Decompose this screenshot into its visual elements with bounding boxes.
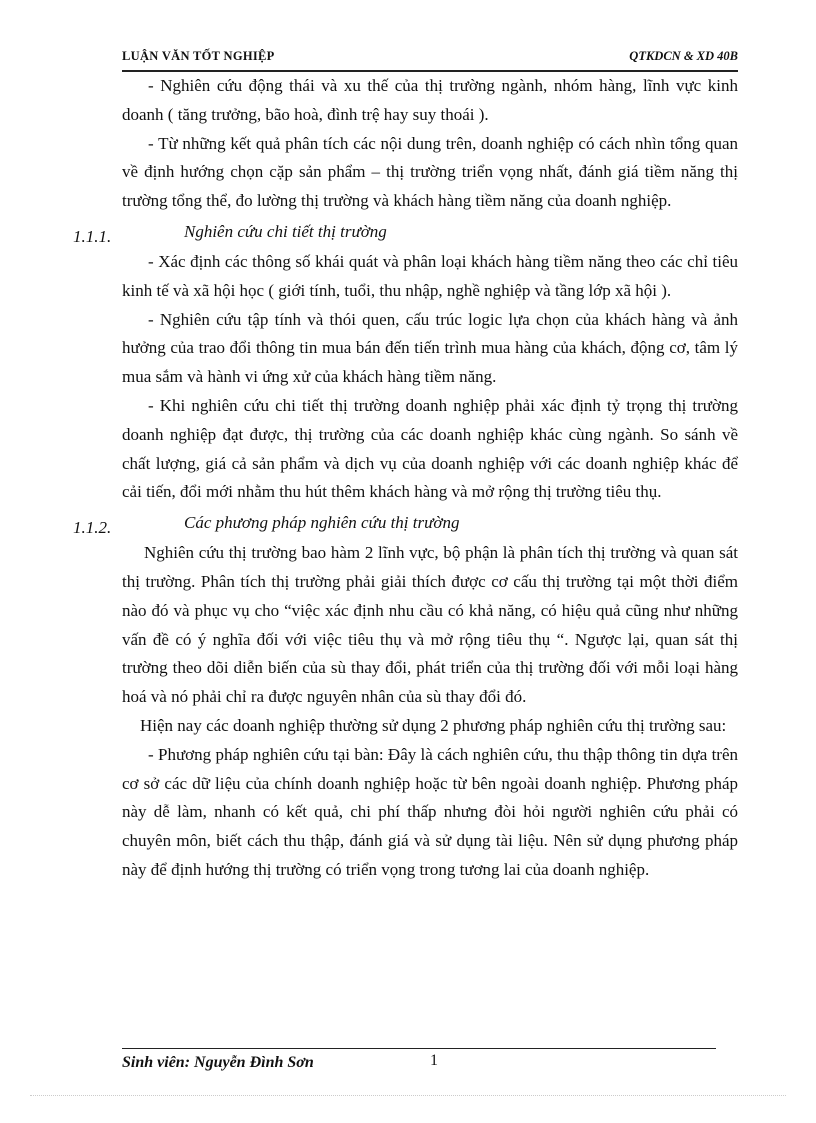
paragraph-desk-research: - Phương pháp nghiên cứu tại bàn: Đây là cách nghiên cứu, thu thập thông tin dựa trên cơ sở các dữ liệu của chính doanh nghiệp hoặc từ bên ngoài doanh nghiệp. Phương pháp này dễ làm, nhanh có kết quả, chi phí thấp nhưng đòi hỏi người nghiên cứu phải có chuyên môn, biết cách thu thập, đánh giá và sử dụng tài liệu. Nên sử dụng phương pháp này để định hướng thị trường có triển vọng trong tương lai của doanh nghiệp. <box>122 744 738 879</box>
paragraph-methods-intro: Hiện nay các doanh nghiệp thường sử dụng 2 phương pháp nghiên cứu thị trường sau: <box>140 715 727 735</box>
paragraph-customer-params: - Xác định các thông số khái quát và phân loại khách hàng tiềm năng theo các chỉ tiêu kinh tế và xã hội học ( giới tính, tuổi, thu nhập, nghề nghiệp và tầng lớp xã hội ). <box>122 251 738 300</box>
paragraph-market-trend: - Nghiên cứu động thái và xu thế của thị trường ngành, nhóm hàng, lĩnh vực kinh doanh ( tăng trưởng, bão hoà, đình trệ hay suy thoái ). <box>122 76 738 124</box>
page-number: 1 <box>430 1052 438 1069</box>
footer-divider <box>122 1048 716 1049</box>
paragraph-overview: - Từ những kết quả phân tích các nội dung trên, doanh nghiệp có cách nhìn tổng quan về định hướng chọn cặp sản phẩm – thị trường triển vọng nhất, đánh giá tiềm năng thị trường tổng thể, đo lường thị trường và khách hàng tiềm năng của doanh nghiệp. <box>122 133 738 211</box>
section-heading-1-1-1 <box>73 218 738 248</box>
header-right-title: QTKDCN & XD 40B <box>629 49 738 63</box>
page-bottom-border <box>30 1095 786 1096</box>
page-header <box>122 44 738 72</box>
page-content <box>73 72 738 885</box>
section-title: Nghiên cứu chi tiết thị trường <box>184 221 387 241</box>
footer-student-name: Sinh viên: Nguyễn Đình Sơn <box>122 1054 314 1071</box>
paragraph-research-scope: Nghiên cứu thị trường bao hàm 2 lĩnh vực, bộ phận là phân tích thị trường và quan sát thị trường. Phân tích thị trường phải giải thích được cơ cấu thị trường tại một thời điểm nào đó và phục vụ cho “việc xác định nhu cầu có khả năng, có hiệu quả cũng như những vấn đề có ý nghĩa đối với việc tiêu thụ và mở rộng tiêu thụ “. Ngược lại, quan sát thị trường theo dõi diễn biến của sù thay đổi, phát triển của thị trường đối với mỗi loại hàng hoá và nó phải chỉ ra được nguyên nhân của sù thay đổi đó. <box>122 543 738 707</box>
section-number: 1.1.1. <box>73 226 112 246</box>
paragraph-customer-behavior: - Nghiên cứu tập tính và thói quen, cấu trúc logic lựa chọn của khách hàng và ảnh hưởng của trao đổi thông tin mua bán đến tiến trình mua hàng của khách, động cơ, tâm lý mua sắm và hành vi ứng xử của khách hàng tiềm năng. <box>122 309 738 387</box>
header-left-title: LUẬN VĂN TỐT NGHIỆP <box>122 49 275 63</box>
section-number: 1.1.2. <box>73 518 112 538</box>
paragraph-market-share: - Khi nghiên cứu chi tiết thị trường doanh nghiệp phải xác định tỷ trọng thị trường doanh nghiệp đạt được, thị trường của các doanh nghiệp khác cùng ngành. So sánh về chất lượng, giá cả sản phẩm và dịch vụ của doanh nghiệp với các doanh nghiệp khác để cải tiến, đổi mới nhằm thu hút thêm khách hàng và mở rộng thị trường tiêu thụ. <box>122 395 738 502</box>
section-title: Các phương pháp nghiên cứu thị trường <box>184 513 460 533</box>
section-heading-1-1-2 <box>73 509 738 539</box>
